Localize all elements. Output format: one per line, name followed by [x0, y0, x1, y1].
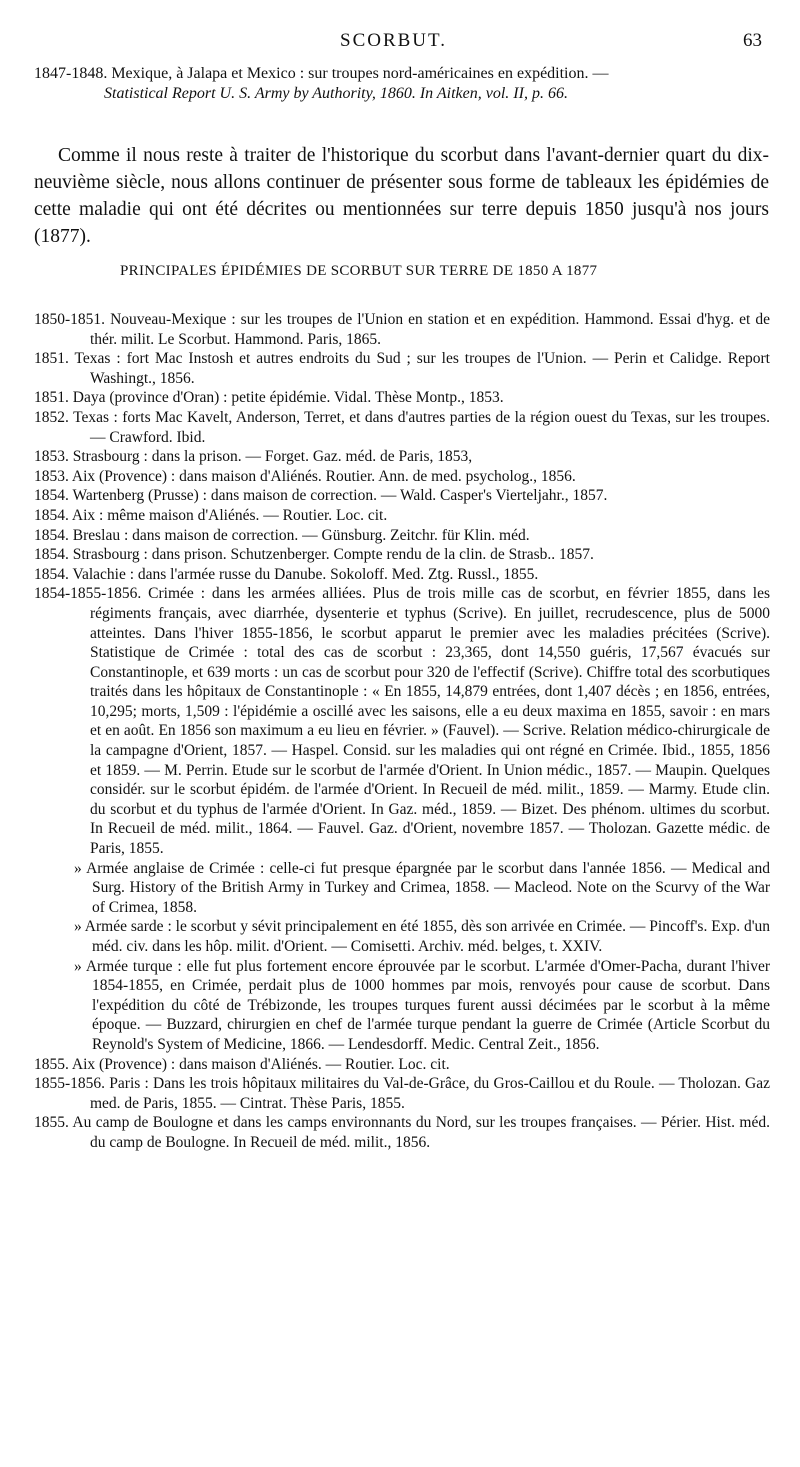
entry-text: Strasbourg : dans la prison. — Forget. Gaz. méd. de Paris, 1853,: [72, 448, 473, 466]
entry-text: Valachie : dans l'armée russe du Danube. Sokoloff. Med. Ztg. Russl., 1855.: [72, 565, 539, 583]
running-title: SCORBUT.: [340, 30, 447, 51]
top-reference-line2: Statistical Report U. S. Army by Authority, 1860. In Aitken, vol. II, p. 66.: [104, 85, 568, 102]
epidemic-entry: [34, 917, 770, 956]
epidemic-entry: [34, 486, 770, 506]
epidemic-entry: [34, 957, 770, 1055]
entry-text: Daya (province d'Oran) : petite épidémie. Vidal. Thèse Montp., 1853.: [72, 389, 504, 407]
entry-year: 1852.: [34, 408, 69, 426]
entry-year: 1851.: [34, 350, 69, 368]
epidemic-entry: [34, 565, 770, 585]
entry-text: Aix (Provence) : dans maison d'Aliénés. — Routier. Loc. cit.: [71, 1055, 450, 1073]
entry-text: Aix (Provence) : dans maison d'Aliénés. Routier. Ann. de med. psycholog., 1856.: [71, 467, 576, 485]
entry-year: 1854.: [34, 546, 69, 564]
epidemic-entry: [34, 1113, 770, 1152]
epidemic-entry: [34, 526, 770, 546]
epidemic-entry: [34, 310, 770, 349]
entry-year: 1854.: [34, 506, 69, 524]
entry-text: Crimée : dans les armées alliées. Plus de trois mille cas de scorbut, en février 1855, dans les régiments français, avec diarrhée, dysenterie et typhus (Scrive). En juillet, recrudescence, plus de 5000 atteintes. Dans l'hiver 1855-1856, le scorbut apparut le premier avec les maladies précitées (Scrive). Statistique de Crimée : total des cas de scorbut : 23,365, dont 14,550 guéris, 17,567 évacués sur Constantinople, et 639 morts : un cas de scorbut pour 320 de l'effectif (Scrive). Chiffre total des scorbutiques traités dans les hôpitaux de Constantinople : « En 1855, 14,879 entrées, dont 1,407 décès ; en 1856, entrées, 10,295; morts, 1,509 : l'épidémie a oscillé avec les saisons, elle a eu deux maxima en 1855, savoir : en mars et en août. En 1856 son maximum a eu lieu en février. » (Fauvel). — Scrive. Relation médico-chirurgicale de la campagne d'Orient, 1857. — Haspel. Consid. sur les maladies qui ont régné en Crimée. Ibid., 1855, 1856 et 1859. — M. Perrin. Etude sur le scorbut de l'armée d'Orient. In Union médic., 1857. — Maupin. Quelques considér. sur le scorbut épidém. de l'armée d'Orient. In Recueil de méd. milit., 1859. — Marmy. Etude clin. du scorbut et du typhus de l'armée d'Orient. In Gaz. méd., 1859. — Bizet. Des phénom. ultimes du scorbut. In Recueil de méd. milit., 1864. — Fauvel. Gaz. d'Orient, novembre 1857. — Tholozan. Gazette médic. de Paris, 1855.: [90, 585, 770, 858]
epidemic-entry: [34, 1074, 770, 1113]
epidemic-entry: [34, 408, 770, 447]
entry-year: 1854-1855-1856.: [34, 585, 142, 603]
entry-year: 1850-1851.: [34, 311, 106, 328]
epidemic-entry: [34, 447, 770, 467]
top-reference: [34, 64, 769, 104]
epidemic-entry: [34, 467, 770, 487]
top-reference-line1: 1847-1848. Mexique, à Jalapa et Mexico : sur troupes nord-américaines en expédition. —: [34, 65, 609, 82]
entry-year: 1854.: [34, 526, 69, 544]
epidemic-entry: [34, 859, 770, 918]
entry-year: »: [74, 918, 82, 936]
entry-text: Texas : fort Mac Instosh et autres endroits du Sud ; sur les troupes de l'Union. — Perin et Calidge. Report Washingt., 1856.: [74, 350, 770, 387]
entry-year: 1855.: [34, 1055, 69, 1073]
entry-year: 1851.: [34, 389, 69, 407]
epidemic-entry: [34, 349, 770, 388]
epidemic-list: [34, 310, 770, 1153]
section-title: PRINCIPALES ÉPIDÉMIES DE SCORBUT SUR TERRE DE 1850 A 1877: [120, 263, 598, 279]
epidemic-entry: [34, 388, 770, 408]
entry-text: Armée sarde : le scorbut y sévit principalement en été 1855, dès son arrivée en Crimée. — Pincoff's. Exp. d'un méd. civ. dans les hôp. milit. d'Orient. — Comisetti. Archiv. méd. belges, t. XXIV.: [84, 918, 771, 955]
entry-text: Paris : Dans les trois hôpitaux militaires du Val-de-Grâce, du Gros-Caillou et du Roule. — Tholozan. Gaz med. de Paris, 1855. — Cintrat. Thèse Paris, 1855.: [90, 1075, 770, 1112]
epidemic-entry: [34, 545, 770, 565]
entry-year: 1854.: [34, 487, 69, 505]
entry-text: Armée anglaise de Crimée : celle-ci fut presque épargnée par le scorbut dans l'année 1856. — Medical and Surg. History of the British Army in Turkey and Crimea, 1858. — Macleod. Note on the Scurvy of the War of Crimea, 1858.: [86, 859, 770, 916]
entry-year: 1855.: [34, 1114, 69, 1132]
epidemic-entry: [34, 506, 770, 526]
entry-text: Strasbourg : dans prison. Schutzenberger. Compte rendu de la clin. de Strasb.. 1857.: [72, 546, 594, 564]
entry-text: Au camp de Boulogne et dans les camps environnants du Nord, sur les troupes françaises. — Périer. Hist. méd. du camp de Boulogne. In Recueil de méd. milit., 1856.: [72, 1114, 770, 1151]
epidemic-entry: [34, 584, 770, 858]
entry-year: »: [74, 859, 82, 877]
entry-text: Armée turque : elle fut plus fortement encore éprouvée par le scorbut. L'armée d'Omer-Pacha, durant l'hiver 1854-1855, en Crimée, perdait plus de 1000 hommes par mois, renvoyés pour cause de scorbut. Dans l'expédition du côté de Trébizonde, les troupes turques furent aussi décimées par le scorbut à la même époque. — Buzzard, chirurgien en chef de l'armée turque pendant la guerre de Crimée (Article Scorbut du Reynold's System of Medicine, 1866. — Lendesdorff. Medic. Central Zeit., 1856.: [85, 957, 770, 1053]
entry-text: Breslau : dans maison de correction. — Günsburg. Zeitchr. für Klin. méd.: [72, 526, 530, 544]
entry-year: 1853.: [34, 467, 69, 485]
entry-text: Aix : même maison d'Aliénés. — Routier. Loc. cit.: [71, 506, 388, 524]
intro-paragraph: Comme il nous reste à traiter de l'historique du scorbut dans l'avant-dernier quart du dix-neuvième siècle, nous allons continuer de présenter sous forme de tableaux les épidémies de cette maladie qui ont été décrites ou mentionnées sur terre depuis 1850 jusqu'à nos jours (1877).: [34, 144, 769, 247]
entry-year: 1854.: [34, 565, 69, 583]
entry-text: Nouveau-Mexique : sur les troupes de l'Union en station et en expédition. Hammond. Essai d'hyg. et de thér. milit. Le Scorbut. Hammond. Paris, 1865.: [90, 311, 771, 348]
running-header: [0, 30, 800, 56]
entry-year: 1855-1856.: [34, 1075, 106, 1093]
entry-year: 1853.: [34, 448, 69, 466]
entry-year: »: [74, 957, 82, 975]
page-number: 63: [743, 30, 762, 51]
entry-text: Wartenberg (Prusse) : dans maison de correction. — Wald. Casper's Vierteljahr., 1857.: [72, 487, 608, 505]
entry-text: Texas : forts Mac Kavelt, Anderson, Terret, et dans d'autres parties de la région ouest du Texas, sur les troupes. — Crawford. Ibid.: [73, 408, 770, 446]
epidemic-entry: [34, 1055, 770, 1075]
